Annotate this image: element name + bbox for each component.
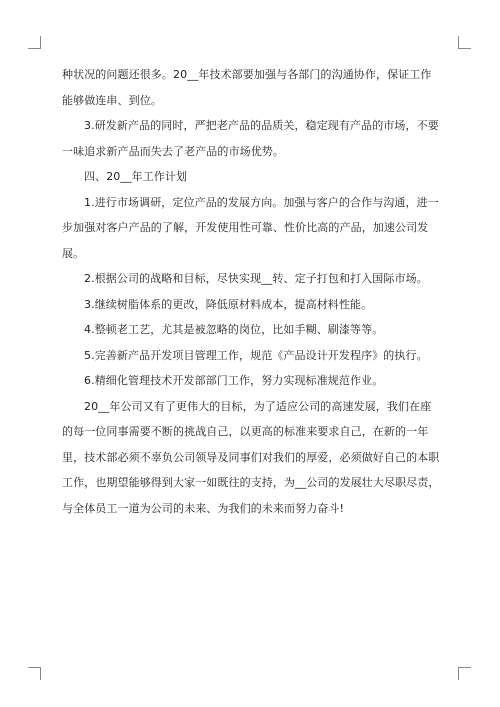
section-heading: 四、20__年工作计划 [84,170,188,183]
crop-mark-bottom-left [28,667,41,680]
paragraph: 3.研发新产品的同时，严把老产品的品质关，稳定现有产品的市场，不要一味追求新产品而失去了老产品的市场优势。 [62,119,439,158]
paragraph: 5.完善新产品开发项目管理工作，规范《产品设计开发程序》的执行。 [84,348,428,362]
paragraph: 6.精细化管理技术开发部部门工作，努力实现标准规范作业。 [84,374,384,387]
paragraph: 20__年公司又有了更伟大的目标，为了适应公司的高速发展，我们在座的每一位同事需要不断的挑战自己，以更高的标准来要求自己，在新的一年里，技术部必须不辜负公司领导及同事们对我们的厚爱，必须做好自己的本职工作，也期望能够得到大家一如既往的支持，为__公司的发展壮大尽职尽责，与全体员工一道为公司的未来、为我们的未来而努力奋斗! [62,399,440,515]
paragraph: 2.根据公司的战略和目标，尽快实现__转、定子打包和打入国际市场。 [84,272,428,285]
crop-mark-top-right [458,36,471,49]
crop-mark-top-left [28,36,41,49]
paragraph: 4.整顿老工艺，尤其是被忽略的岗位，比如手糊、刷漆等等。 [84,323,384,336]
crop-mark-bottom-right [458,667,471,680]
paragraph: 1.进行市场调研，定位产品的发展方向。加强与客户的合作与沟通，进一步加强对客户产品的了解，开发使用性可靠、性价比高的产品，加速公司发展。 [62,195,439,260]
paragraph: 种状况的问题还很多。20__年技术部要加强与各部门的沟通协作，保证工作能够做连串、到位。 [62,68,432,107]
document-body [62,62,442,521]
paragraph: 3.继续树脂体系的更改，降低原材料成本，提高材料性能。 [84,297,373,311]
